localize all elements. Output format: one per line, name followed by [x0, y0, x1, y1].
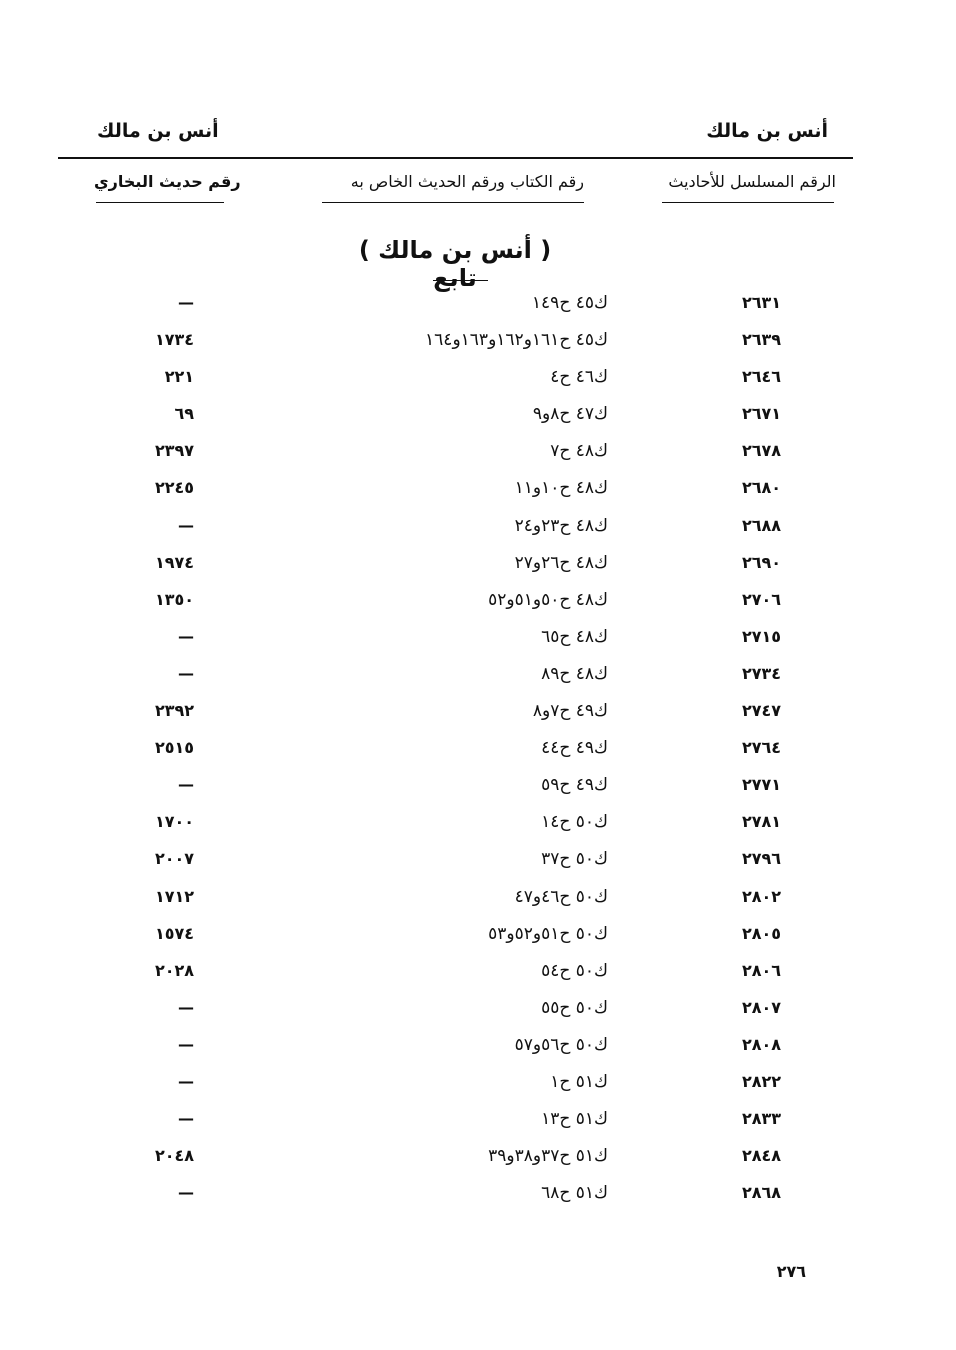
row-bukhari-number: ٦٩	[174, 404, 194, 424]
row-serial-number: ٢٧٠٦	[741, 589, 781, 609]
row-book-reference: ك٥٠ ح٥٤	[541, 960, 608, 981]
row-bukhari-number: ٢٥١٥	[154, 738, 194, 758]
row-serial-number: ٢٧١٥	[741, 626, 781, 646]
row-bukhari-number: —	[178, 515, 194, 535]
row-bukhari-number: —	[178, 663, 194, 683]
section-title: ( أنس بن مالك ) تابع	[358, 236, 552, 292]
table-row	[0, 1138, 956, 1175]
row-bukhari-number: ٢٢٤٥	[154, 478, 194, 498]
running-head-left: أنس بن مالك	[97, 120, 219, 142]
table-row	[0, 470, 956, 507]
row-book-reference: ك٥٠ ح٥١و٥٢و٥٣	[488, 923, 608, 944]
header-rule	[58, 157, 853, 159]
row-bukhari-number: ٢٠٤٨	[154, 1146, 194, 1166]
table-row	[0, 433, 956, 470]
row-bukhari-number: —	[178, 775, 194, 795]
column-header-book: رقم الكتاب ورقم الحديث الخاص به	[350, 172, 584, 191]
row-bukhari-number: —	[178, 1183, 194, 1203]
row-serial-number: ٢٦٣١	[741, 293, 781, 312]
row-book-reference: ك٥١ ح١	[550, 1071, 608, 1092]
row-book-reference: ك٤٩ ح٥٩	[541, 775, 608, 796]
table-row	[0, 841, 956, 878]
row-book-reference: ك٤٨ ح٧	[550, 441, 608, 462]
row-serial-number: ٢٨٦٨	[741, 1183, 781, 1203]
row-book-reference: ك٥٠ ح١٤	[541, 812, 608, 833]
row-serial-number: ٢٨٠٧	[741, 997, 781, 1017]
row-serial-number: ٢٨٠٦	[741, 960, 781, 980]
row-bukhari-number: ١٧١٢	[154, 886, 194, 906]
index-table	[0, 285, 956, 1212]
row-serial-number: ٢٧٣٤	[741, 663, 781, 683]
row-bukhari-number: ٢٢١	[164, 367, 194, 387]
table-row	[0, 1027, 956, 1064]
table-row	[0, 1064, 956, 1101]
row-book-reference: ك٥٠ ح٤٦و٤٧	[514, 886, 608, 907]
row-book-reference: ك٤٥ ح١٤٩	[531, 293, 608, 313]
row-book-reference: ك٤٨ ح٢٦و٢٧	[514, 552, 608, 573]
row-bukhari-number: ١٧٠٠	[154, 812, 194, 832]
row-bukhari-number: ٢٣٩٧	[154, 441, 194, 461]
table-row	[0, 656, 956, 693]
row-book-reference: ك٥١ ح٦٨	[541, 1183, 608, 1204]
row-bukhari-number: ١٥٧٤	[154, 923, 194, 943]
row-book-reference: ك٥٠ ح٥٥	[541, 997, 608, 1018]
row-serial-number: ٢٦٤٦	[741, 367, 781, 387]
row-bukhari-number: ٢٣٩٢	[154, 701, 194, 721]
table-row	[0, 953, 956, 990]
row-book-reference: ك٤٧ ح٨و٩	[532, 404, 608, 425]
table-row	[0, 879, 956, 916]
table-row	[0, 545, 956, 582]
row-bukhari-number: —	[178, 1034, 194, 1054]
table-row	[0, 916, 956, 953]
row-bukhari-number: ١٣٥٠	[154, 589, 194, 609]
row-book-reference: ك٤٩ ح٤٤	[541, 738, 608, 759]
row-bukhari-number: ٢٠٠٧	[154, 849, 194, 869]
row-bukhari-number: —	[178, 997, 194, 1017]
row-serial-number: ٢٧٨١	[741, 812, 781, 832]
row-serial-number: ٢٨٤٨	[741, 1146, 781, 1166]
page-number: ٢٧٦	[776, 1262, 806, 1281]
table-row	[0, 322, 956, 359]
column-header-serial: الرقم المسلسل للأحاديث	[668, 172, 836, 191]
row-bukhari-number: ٢٠٢٨	[154, 960, 194, 980]
row-serial-number: ٢٦٧٨	[741, 441, 781, 461]
column-header-bukhari: رقم حديث البخاري	[94, 172, 241, 191]
table-row	[0, 730, 956, 767]
table-row	[0, 582, 956, 619]
column-header-serial-underline	[662, 202, 834, 203]
table-row	[0, 1101, 956, 1138]
running-head-right: أنس بن مالك	[706, 120, 828, 142]
row-book-reference: ك٤٨ ح٨٩	[541, 663, 608, 684]
table-row	[0, 396, 956, 433]
row-serial-number: ٢٦٣٩	[741, 330, 781, 350]
row-serial-number: ٢٨٢٢	[741, 1071, 781, 1091]
table-row	[0, 767, 956, 804]
row-bukhari-number: —	[178, 1071, 194, 1091]
row-book-reference: ك٥٠ ح٣٧	[541, 849, 608, 870]
row-serial-number: ٢٧٤٧	[741, 701, 781, 721]
row-book-reference: ك٤٨ ح٥٠و٥١و٥٢	[488, 589, 608, 610]
row-book-reference: ك٤٥ ح١٦١و١٦٢و١٦٣و١٦٤	[425, 330, 608, 351]
column-header-book-underline	[322, 202, 584, 203]
row-bukhari-number: —	[178, 1109, 194, 1129]
row-serial-number: ٢٦٩٠	[741, 552, 781, 572]
row-book-reference: ك٥٠ ح٥٦و٥٧	[514, 1034, 608, 1055]
row-bukhari-number: —	[178, 293, 194, 312]
row-book-reference: ك٤٨ ح١٠و١١	[514, 478, 608, 499]
row-serial-number: ٢٧٩٦	[741, 849, 781, 869]
row-book-reference: ك٤٨ ح٢٣و٢٤	[514, 515, 608, 536]
table-row	[0, 285, 956, 322]
row-book-reference: ك٥١ ح١٣	[541, 1109, 608, 1130]
row-serial-number: ٢٦٨٨	[741, 515, 781, 535]
row-book-reference: ك٤٩ ح٧و٨	[532, 701, 608, 722]
section-title-underline	[433, 280, 488, 281]
table-row	[0, 359, 956, 396]
table-row	[0, 693, 956, 730]
row-book-reference: ك٥١ ح٣٧و٣٨و٣٩	[488, 1146, 608, 1167]
row-serial-number: ٢٨٠٢	[741, 886, 781, 906]
row-bukhari-number: —	[178, 626, 194, 646]
row-book-reference: ك٤٦ ح٤	[550, 367, 608, 388]
row-serial-number: ٢٧٧١	[741, 775, 781, 795]
row-serial-number: ٢٦٧١	[741, 404, 781, 424]
table-row	[0, 804, 956, 841]
table-row	[0, 1175, 956, 1212]
table-row	[0, 990, 956, 1027]
row-serial-number: ٢٨٠٥	[741, 923, 781, 943]
row-bukhari-number: ١٩٧٤	[154, 552, 194, 572]
table-row	[0, 508, 956, 545]
row-book-reference: ك٤٨ ح٦٥	[541, 626, 608, 647]
table-row	[0, 619, 956, 656]
row-serial-number: ٢٨٠٨	[741, 1034, 781, 1054]
row-serial-number: ٢٧٦٤	[741, 738, 781, 758]
row-serial-number: ٢٨٣٣	[741, 1109, 781, 1129]
row-bukhari-number: ١٧٣٤	[154, 330, 194, 350]
row-serial-number: ٢٦٨٠	[741, 478, 781, 498]
column-header-bukhari-underline	[96, 202, 224, 203]
